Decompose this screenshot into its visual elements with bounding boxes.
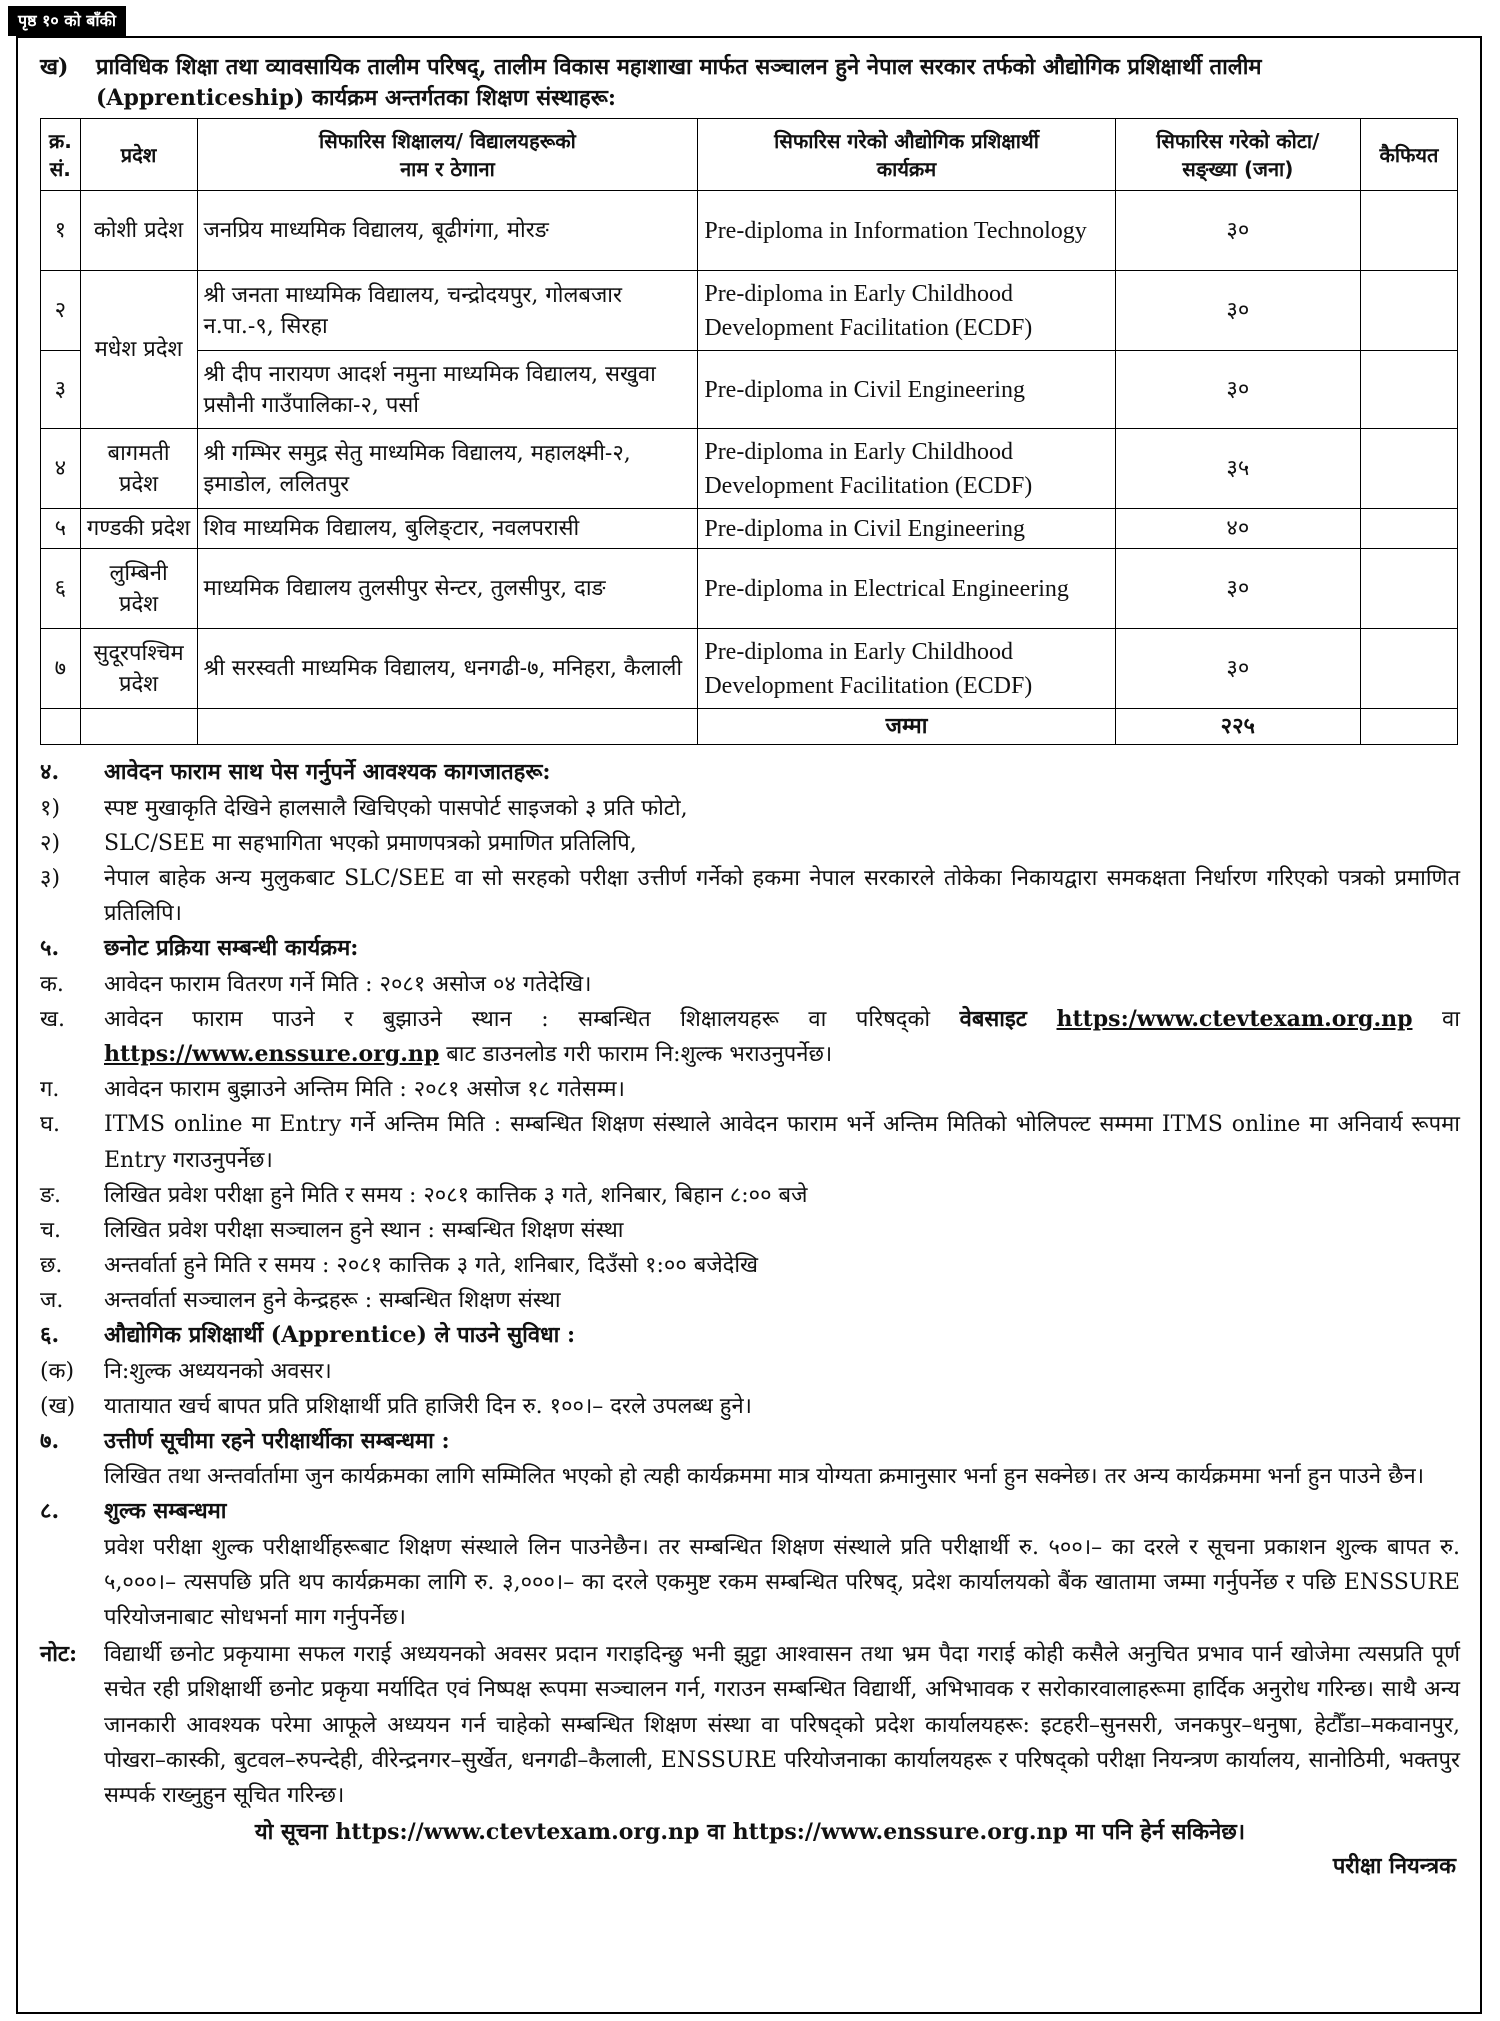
cell-program: Pre-diploma in Early Childhood Development Facilitation (ECDF) (698, 429, 1115, 509)
footer-websites: यो सूचना https://www.ctevtexam.org.np वा https://www.enssure.org.np मा पनि हेर्न सकिनेछ। (254, 1819, 1246, 1846)
section-7 (40, 1424, 1460, 1494)
enssure-link[interactable]: https://www.enssure.org.np (104, 1040, 440, 1067)
cell-program: Pre-diploma in Early Childhood Development Facilitation (ECDF) (698, 271, 1115, 351)
list-item: १) स्पष्ट मुखाकृति देखिने हालसालै खिचिएको पासपोर्ट साइजको ३ प्रति फोटो, (40, 795, 688, 821)
table-row (41, 191, 1458, 271)
cell-school: श्री सरस्वती माध्यमिक विद्यालय, धनगढी-७, मनिहरा, कैलाली (197, 629, 698, 709)
list-item: २) SLC/SEE मा सहभागिता भएको प्रमाणपत्रको प्रमाणित प्रतिलिपि, (40, 830, 637, 856)
header-school: सिफारिस शिक्षालय/ विद्यालयहरूको नाम र ठेगाना (197, 119, 698, 191)
cell-sn: ७ (41, 629, 81, 709)
cell-remarks (1360, 429, 1457, 509)
page-continuation-tag: पृष्ठ १० को बाँकी (8, 6, 126, 36)
cell-quota: ३० (1115, 271, 1360, 351)
cell-program: Pre-diploma in Information Technology (698, 191, 1115, 271)
section-6-mark: ६. (40, 1322, 60, 1349)
section-kha-heading (40, 52, 1460, 114)
cell-sn: २ (41, 271, 81, 351)
header-remarks: कैफियत (1360, 119, 1457, 191)
table-row (41, 271, 1458, 351)
note-body: विद्यार्थी छनोट प्रकृयामा सफल गराई अध्ययनको अवसर प्रदान गराइदिन्छु भनी झुट्टा आश्वासन तथा भ्रम पैदा गराई कोही कसैले अनुचित प्रभाव पार्न खोजेमा त्यसप्रति पूर्ण सचेत रही प्रशिक्षार्थी छनोट प्रकृया मर्यादित एवं निष्पक्ष रूपमा सञ्चालन गर्न, गराउन सम्बन्धित विद्यार्थी, अभिभावक र सरोकारवालाहरूमा हार्दिक अनुरोध गरिन्छ। साथै अन्य जानकारी आवश्यक परेमा आफूले अध्ययन गर्न चाहेको सम्बन्धित शिक्षण संस्था वा परिषद्को प्रदेश कार्यालयहरू: इटहरी–सुनसरी, जनकपुर–धनुषा, हेटौँडा–मकवानपुर, पोखरा–कास्की, बुटवल–रुपन्देही, वीरेन्द्रनगर–सुर्खेत, धनगढी–कैलाली, ENSSURE परियोजनाका कार्यालयहरू र परिषद्को परीक्षा नियन्त्रण कार्यालय, सानोठिमी, भक्तपुर सम्पर्क राख्नुहुन सूचित गरिन्छ। (104, 1642, 1460, 1808)
section-5 (40, 931, 1460, 1318)
cell-remarks (1360, 191, 1457, 271)
section-5-mark: ५. (40, 935, 60, 962)
cell-province: बागमती प्रदेश (80, 429, 197, 509)
section-6 (40, 1318, 1460, 1424)
cell-quota: ३० (1115, 549, 1360, 629)
cell-school: श्री जनता माध्यमिक विद्यालय, चन्द्रोदयपुर, गोलबजार न.पा.-९, सिरहा (197, 271, 698, 351)
header-sn: क्र. सं. (41, 119, 81, 191)
cell-quota: ३० (1115, 629, 1360, 709)
cell-sn: ६ (41, 549, 81, 629)
ctevt-link[interactable]: https:/www.ctevtexam.org.np (1056, 1005, 1413, 1032)
cell-program: Pre-diploma in Early Childhood Development Facilitation (ECDF) (698, 629, 1115, 709)
section-mark: ख) (40, 54, 69, 80)
list-item: ख. आवेदन फाराम पाउने र बुझाउने स्थान : सम्बन्धित शिक्षालयहरू वा परिषद्को वेबसाइट https:/www.ctevtexam.org.np वा https://www.enssure.org.np बाट डाउनलोड गरी फाराम नि:शुल्क भराउनुपर्नेछ। (40, 1005, 1460, 1067)
section-heading-text: प्राविधिक शिक्षा तथा व्यावसायिक तालीम परिषद्, तालीम विकास महाशाखा मार्फत सञ्चालन हुने नेपाल सरकार तर्फको औद्योगिक प्रशिक्षार्थी तालीम (Apprenticeship) कार्यक्रम अन्तर्गतका शिक्षण संस्थाहरू: (96, 54, 1262, 112)
section-7-mark: ७. (40, 1428, 60, 1455)
section-8-heading: शुल्क सम्बन्धमा (104, 1498, 227, 1525)
cell-quota: ३० (1115, 351, 1360, 429)
cell-program: Pre-diploma in Electrical Engineering (698, 549, 1115, 629)
section-7-heading: उत्तीर्ण सूचीमा रहने परीक्षार्थीका सम्बन्धमा : (104, 1428, 450, 1455)
cell-sn: ५ (41, 509, 81, 549)
section-4 (40, 755, 1460, 931)
note (40, 1637, 1460, 1813)
table-total-row (41, 709, 1458, 745)
signature: परीक्षा नियन्त्रक (1332, 1853, 1456, 1880)
cell-province: कोशी प्रदेश (80, 191, 197, 271)
cell-remarks (1360, 549, 1457, 629)
table-row (41, 509, 1458, 549)
list-item: ङ. लिखित प्रवेश परीक्षा हुने मिति र समय : २०८१ कात्तिक ३ गते, शनिबार, बिहान ८:०० बजे (40, 1182, 808, 1208)
list-item: च. लिखित प्रवेश परीक्षा सञ्चालन हुने स्थान : सम्बन्धित शिक्षण संस्था (40, 1217, 624, 1243)
total-label: जम्मा (698, 709, 1115, 745)
section-7-body: लिखित तथा अन्तर्वार्तामा जुन कार्यक्रमका लागि सम्मिलित भएको हो त्यही कार्यक्रममा मात्र योग्यता क्रमानुसार भर्ना हुन सक्नेछ। तर अन्य कार्यक्रममा भर्ना हुन पाउने छैन। (104, 1464, 1425, 1490)
cell-quota: ३५ (1115, 429, 1360, 509)
table-header-row (41, 119, 1458, 191)
cell-province: गण्डकी प्रदेश (80, 509, 197, 549)
section-8 (40, 1494, 1460, 1635)
list-item: क. आवेदन फाराम वितरण गर्ने मिति : २०८१ असोज ०४ गतेदेखि। (40, 971, 592, 997)
notice-frame (16, 36, 1482, 2014)
cell-program: Pre-diploma in Civil Engineering (698, 509, 1115, 549)
institutions-table (40, 118, 1458, 745)
table-row (41, 429, 1458, 509)
cell-remarks (1360, 271, 1457, 351)
cell-remarks (1360, 509, 1457, 549)
cell-school: शिव माध्यमिक विद्यालय, बुलिङ्टार, नवलपरासी (197, 509, 698, 549)
cell-program: Pre-diploma in Civil Engineering (698, 351, 1115, 429)
cell-sn: ३ (41, 351, 81, 429)
cell-school: श्री गम्भिर समुद्र सेतु माध्यमिक विद्यालय, महालक्ष्मी-२, इमाडोल, ललितपुर (197, 429, 698, 509)
cell-school: माध्यमिक विद्यालय तुलसीपुर सेन्टर, तुलसीपुर, दाङ (197, 549, 698, 629)
cell-quota: ४० (1115, 509, 1360, 549)
cell-province: मधेश प्रदेश (80, 271, 197, 429)
cell-sn: ४ (41, 429, 81, 509)
header-program: सिफारिस गरेको औद्योगिक प्रशिक्षार्थी कार्यक्रम (698, 119, 1115, 191)
list-item: ग. आवेदन फाराम बुझाउने अन्तिम मिति : २०८१ असोज १८ गतेसम्म। (40, 1077, 625, 1103)
cell-quota: ३० (1115, 191, 1360, 271)
table-row (41, 351, 1458, 429)
list-item: (क) नि:शुल्क अध्ययनको अवसर। (40, 1358, 332, 1384)
list-item: ज. अन्तर्वार्ता सञ्चालन हुने केन्द्रहरू : सम्बन्धित शिक्षण संस्था (40, 1288, 561, 1314)
header-quota: सिफारिस गरेको कोटा/ सङ्ख्या (जना) (1115, 119, 1360, 191)
cell-remarks (1360, 629, 1457, 709)
list-item: ३) नेपाल बाहेक अन्य मुलुकबाट SLC/SEE वा सो सरहको परीक्षा उत्तीर्ण गर्नेको हकमा नेपाल सरकारले तोकेका निकायद्वारा समकक्षता निर्धारण गरिएको पत्रको प्रमाणित प्रतिलिपि। (40, 866, 1460, 927)
section-8-mark: ८. (40, 1498, 60, 1525)
list-item: (ख) यातायात खर्च बापत प्रति प्रशिक्षार्थी प्रति हाजिरी दिन रु. १००।– दरले उपलब्ध हुने। (40, 1393, 753, 1419)
note-mark: नोट: (40, 1641, 78, 1668)
cell-sn: १ (41, 191, 81, 271)
list-item: घ. ITMS online मा Entry गर्ने अन्तिम मिति : सम्बन्धित शिक्षण संस्थाले आवेदन फाराम भर्ने अन्तिम मितिको भोलिपल्ट सम्ममा ITMS online मा अनिवार्य रूपमा Entry गराउनुपर्नेछ। (40, 1112, 1460, 1173)
section-4-mark: ४. (40, 759, 60, 786)
list-item: छ. अन्तर्वार्ता हुने मिति र समय : २०८१ कात्तिक ३ गते, शनिबार, दिउँसो १:०० बजेदेखि (40, 1253, 759, 1279)
cell-school: जनप्रिय माध्यमिक विद्यालय, बूढीगंगा, मोरङ (197, 191, 698, 271)
section-4-heading: आवेदन फाराम साथ पेस गर्नुपर्ने आवश्यक कागजातहरू: (104, 759, 551, 786)
website-word: वेबसाइट (959, 1005, 1027, 1032)
section-5-heading: छनोट प्रक्रिया सम्बन्धी कार्यक्रम: (104, 935, 359, 962)
section-6-heading: औद्योगिक प्रशिक्षार्थी (Apprentice) ले पाउने सुविधा : (104, 1322, 576, 1349)
cell-school: श्री दीप नारायण आदर्श नमुना माध्यमिक विद्यालय, सखुवा प्रसौनी गाउँपालिका-२, पर्सा (197, 351, 698, 429)
section-8-body: प्रवेश परीक्षा शुल्क परीक्षार्थीहरूबाट शिक्षण संस्थाले लिन पाउनेछैन। तर सम्बन्धित शिक्षण संस्थाले प्रति परीक्षार्थी रु. ५००।– का दरले र सूचना प्रकाशन शुल्क बापत रु. ५,०००।– त्यसपछि प्रति थप कार्यक्रमका लागि रु. ३,०००।– का दरले एकमुष्ट रकम सम्बन्धित परिषद्, प्रदेश कार्यालयको बैंक खातामा जम्मा गर्नुपर्नेछ र पछि ENSSURE परियोजनाबाट सोधभर्ना माग गर्नुपर्नेछ। (104, 1534, 1460, 1630)
header-province: प्रदेश (80, 119, 197, 191)
cell-remarks (1360, 351, 1457, 429)
cell-province: सुदूरपश्चिम प्रदेश (80, 629, 197, 709)
table-row (41, 549, 1458, 629)
table-row (41, 629, 1458, 709)
cell-province: लुम्बिनी प्रदेश (80, 549, 197, 629)
total-value: २२५ (1115, 709, 1360, 745)
